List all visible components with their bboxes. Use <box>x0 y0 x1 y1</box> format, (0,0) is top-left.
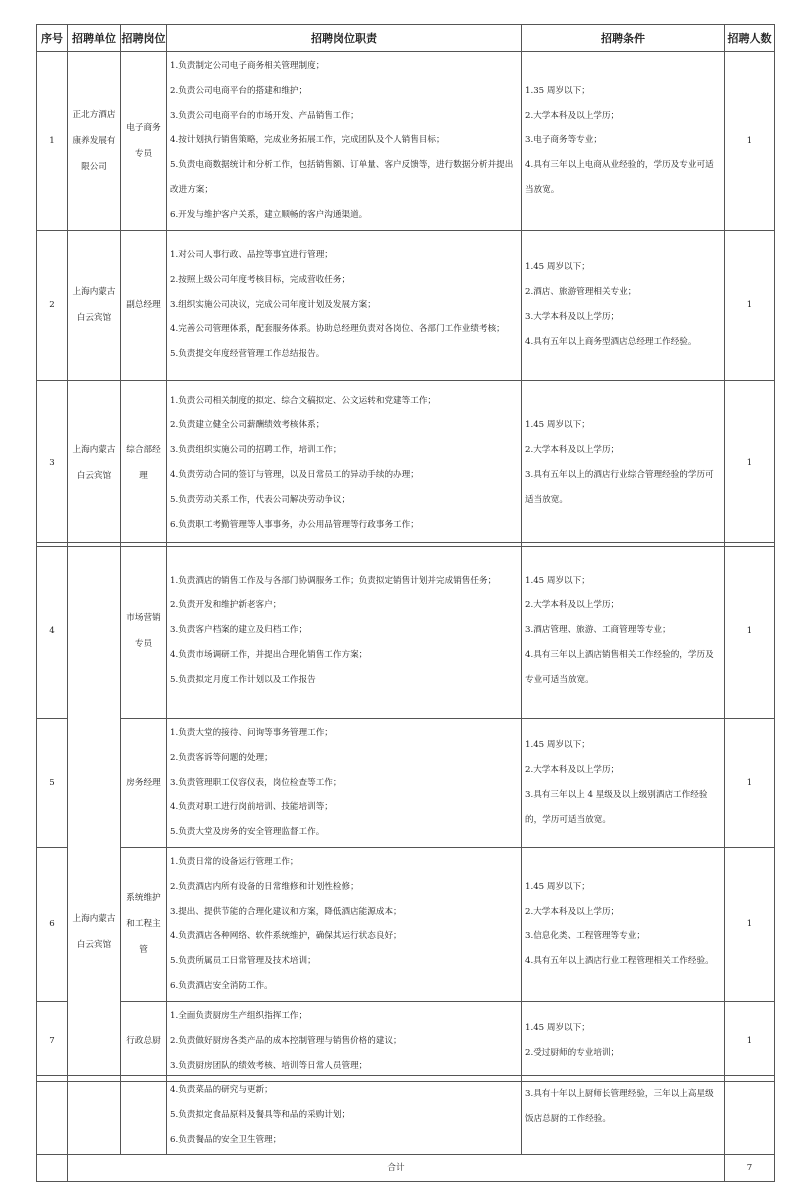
duty-line: 1.负责公司相关制度的拟定、综合文稿拟定、公文运转和党建等工作； <box>170 395 437 406</box>
condition-line: 3.酒店管理、旅游、工商管理等专业； <box>525 625 671 636</box>
condition-line: 1.45 周岁以下； <box>525 262 590 273</box>
condition-line: 3.具有十年以上厨师长管理经验，三年以上高星级饭店总厨的工作经验。 <box>525 1089 714 1124</box>
row-conditions <box>522 52 725 231</box>
table-row <box>37 719 775 848</box>
condition-line: 1.45 周岁以下； <box>525 575 590 586</box>
duty-line: 2.负责酒店内所有设备的日常维修和计划性检修； <box>170 881 359 892</box>
row-post: 市场营销专员 <box>121 543 167 719</box>
table-row <box>37 380 775 546</box>
condition-line: 2.大学本科及以上学历； <box>525 906 620 917</box>
cont-post-cell <box>121 1076 167 1155</box>
row-no: 5 <box>37 719 68 848</box>
duty-line: 3.提出、提供节能的合理化建议和方案，降低酒店能源成本； <box>170 906 402 917</box>
row-no: 2 <box>37 230 68 380</box>
condition-line: 2.大学本科及以上学历； <box>525 765 620 776</box>
duty-line: 2.负责做好厨房各类产品的成本控制管理与销售价格的建议； <box>170 1035 402 1046</box>
row-no: 4 <box>37 543 68 719</box>
condition-line: 2.酒店、旅游管理相关专业； <box>525 287 637 298</box>
condition-line: 3.具有五年以上的酒店行业综合管理经验的学历可适当放宽。 <box>525 470 714 505</box>
row-unit-merged: 上海内蒙古白云宾馆 <box>68 543 121 1082</box>
condition-line: 1.45 周岁以下； <box>525 740 590 751</box>
header-unit: 招聘单位 <box>68 25 121 52</box>
row-unit: 正北方酒店康养发展有限公司 <box>68 52 121 231</box>
duty-line: 6.负责酒店安全消防工作。 <box>170 980 273 991</box>
duty-line: 5.负责所属员工日常管理及技术培训； <box>170 956 316 967</box>
duty-line: 3.负责客户档案的建立及归档工作； <box>170 625 308 636</box>
row-conditions <box>522 380 725 546</box>
row-count: 1 <box>725 52 775 231</box>
row-post: 房务经理 <box>121 719 167 848</box>
condition-line: 1.45 周岁以下； <box>525 1023 590 1034</box>
duty-line: 5.负责拟定食品原料及餐具等和品的采购计划； <box>170 1109 351 1120</box>
cont-duties-cell <box>167 1076 522 1155</box>
duty-line: 4.完善公司管理体系，配套服务体系。协助总经理负责对各岗位、各部门工作业绩考核； <box>170 324 505 335</box>
row-post: 综合部经理 <box>121 380 167 546</box>
table-header-row <box>37 25 775 52</box>
cont-no-cell <box>37 1076 68 1155</box>
duty-line: 2.按照上级公司年度考核目标，完成营收任务； <box>170 274 351 285</box>
total-label: 合计 <box>68 1155 725 1182</box>
recruitment-table-part1 <box>36 24 775 547</box>
duty-line: 1.全面负责厨房生产组织指挥工作； <box>170 1011 308 1022</box>
row-count: 1 <box>725 543 775 719</box>
row-post: 副总经理 <box>121 230 167 380</box>
duty-line: 5.负责提交年度经营管理工作总结报告。 <box>170 349 325 360</box>
cont-count-cell <box>725 1076 775 1155</box>
header-conditions: 招聘条件 <box>522 25 725 52</box>
condition-line: 3.大学本科及以上学历； <box>525 312 620 323</box>
condition-line: 3.信息化类、工程管理等专业； <box>525 931 645 942</box>
duty-line: 5.负责电商数据统计和分析工作，包括销售额、订单量、客户反馈等，进行数据分析并提出改进方案； <box>170 160 514 195</box>
row-count: 1 <box>725 719 775 848</box>
header-no: 序号 <box>37 25 68 52</box>
duty-line: 4.负责菜品的研究与更新； <box>170 1085 273 1095</box>
duty-line: 1.对公司人事行政、品控等事宜进行管理； <box>170 250 333 261</box>
header-post: 招聘岗位 <box>121 25 167 52</box>
row-count: 1 <box>725 380 775 546</box>
duty-line: 2.负责公司电商平台的搭建和维护； <box>170 85 308 96</box>
row-conditions <box>522 1001 725 1081</box>
total-empty-cell <box>37 1155 68 1182</box>
row-no: 1 <box>37 52 68 231</box>
row-unit: 上海内蒙古白云宾馆 <box>68 230 121 380</box>
row-duties <box>167 847 522 1001</box>
row-post: 电子商务专员 <box>121 52 167 231</box>
condition-line: 4.具有三年以上酒店销售相关工作经验的，学历及专业可适当放宽。 <box>525 649 714 685</box>
row-unit: 上海内蒙古白云宾馆 <box>68 380 121 546</box>
row-duties <box>167 543 522 719</box>
total-row <box>37 1155 775 1182</box>
row-count: 1 <box>725 1001 775 1081</box>
row-conditions <box>522 719 725 848</box>
row-post: 系统维护和工程主管 <box>121 847 167 1001</box>
duty-line: 4.负责劳动合同的签订与管理，以及日常员工的异动手续的办理； <box>170 470 419 481</box>
duty-line: 6.开发与维护客户关系，建立顺畅的客户沟通渠道。 <box>170 209 368 220</box>
table-row <box>37 52 775 231</box>
condition-line: 1.45 周岁以下； <box>525 881 590 892</box>
row-duties <box>167 1001 522 1081</box>
condition-line: 2.大学本科及以上学历； <box>525 600 620 611</box>
duty-line: 4.按计划执行销售策略，完成业务拓展工作，完成团队及个人销售目标； <box>170 135 445 146</box>
table-row <box>37 543 775 719</box>
cont-unit-cell <box>68 1076 121 1155</box>
condition-line: 2.受过厨师的专业培训； <box>525 1048 620 1059</box>
table-row <box>37 847 775 1001</box>
duty-line: 5.负责大堂及房务的安全管理监督工作。 <box>170 827 325 838</box>
continuation-row <box>37 1076 775 1155</box>
row-duties <box>167 52 522 231</box>
condition-line: 3.电子商务等专业； <box>525 135 602 146</box>
duty-line: 6.负责职工考勤管理等人事事务，办公用品管理等行政事务工作； <box>170 519 419 530</box>
duty-line: 5.负责拟定月度工作计划以及工作报告 <box>170 674 316 685</box>
condition-line: 2.大学本科及以上学历； <box>525 445 620 456</box>
duty-line: 3.负责管理职工仪容仪表，岗位检查等工作； <box>170 777 342 788</box>
recruitment-table-part2 <box>36 542 775 1082</box>
duty-line: 3.负责公司电商平台的市场开发、产品销售工作； <box>170 110 359 121</box>
row-conditions <box>522 847 725 1001</box>
duty-line: 5.负责劳动关系工作，代表公司解决劳动争议； <box>170 494 351 505</box>
duty-line: 4.负责对职工进行岗前培训、技能培训等； <box>170 802 333 813</box>
recruitment-table-continuation <box>36 1075 775 1182</box>
header-count: 招聘人数 <box>725 25 775 52</box>
row-count: 1 <box>725 230 775 380</box>
condition-line: 1.45 周岁以下； <box>525 420 590 431</box>
condition-line: 2.大学本科及以上学历； <box>525 110 620 121</box>
duty-line: 1.负责酒店的销售工作及与各部门协调服务工作；负责拟定销售计划并完成销售任务； <box>170 575 497 586</box>
duty-line: 2.负责客诉等问题的处理； <box>170 752 273 763</box>
condition-line: 3.具有三年以上 4 星级及以上级别酒店工作经验的，学历可适当放宽。 <box>525 789 708 825</box>
duty-line: 3.负责厨房团队的绩效考核、培训等日常人员管理； <box>170 1060 368 1071</box>
row-no: 3 <box>37 380 68 546</box>
duty-line: 6.负责餐品的安全卫生管理； <box>170 1134 282 1145</box>
duty-line: 4.负责市场调研工作，并提出合理化销售工作方案； <box>170 649 368 660</box>
duty-line: 4.负责酒店各种网络、软件系统维护，确保其运行状态良好； <box>170 931 402 942</box>
condition-line: 4.具有三年以上电商从业经验的，学历及专业可适当放宽。 <box>525 160 714 195</box>
row-conditions <box>522 230 725 380</box>
duty-line: 3.负责组织实施公司的招聘工作，培训工作； <box>170 445 342 456</box>
row-count: 1 <box>725 847 775 1001</box>
row-no: 7 <box>37 1001 68 1081</box>
table-row <box>37 1001 775 1081</box>
condition-line: 4.具有五年以上商务型酒店总经理工作经验。 <box>525 336 697 347</box>
table-row <box>37 230 775 380</box>
total-count: 7 <box>725 1155 775 1182</box>
duty-line: 1.负责大堂的接待、问询等事务管理工作； <box>170 728 333 738</box>
row-duties <box>167 230 522 380</box>
condition-line: 4.具有五年以上酒店行业工程管理相关工作经验。 <box>525 956 714 967</box>
condition-line: 1.35 周岁以下； <box>525 85 590 96</box>
header-duties: 招聘岗位职责 <box>167 25 522 52</box>
duty-line: 3.组织实施公司决议，完成公司年度计划及发展方案； <box>170 299 376 310</box>
duty-line: 2.负责建立健全公司薪酬绩效考核体系； <box>170 420 325 431</box>
duty-line: 1.负责制定公司电子商务相关管理制度； <box>170 61 325 71</box>
row-duties <box>167 380 522 546</box>
cont-conditions-cell <box>522 1076 725 1155</box>
row-duties <box>167 719 522 848</box>
duty-line: 2.负责开发和维护新老客户； <box>170 600 282 611</box>
row-post: 行政总厨 <box>121 1001 167 1081</box>
row-conditions <box>522 543 725 719</box>
duty-line: 1.负责日常的设备运行管理工作； <box>170 856 299 867</box>
row-no: 6 <box>37 847 68 1001</box>
